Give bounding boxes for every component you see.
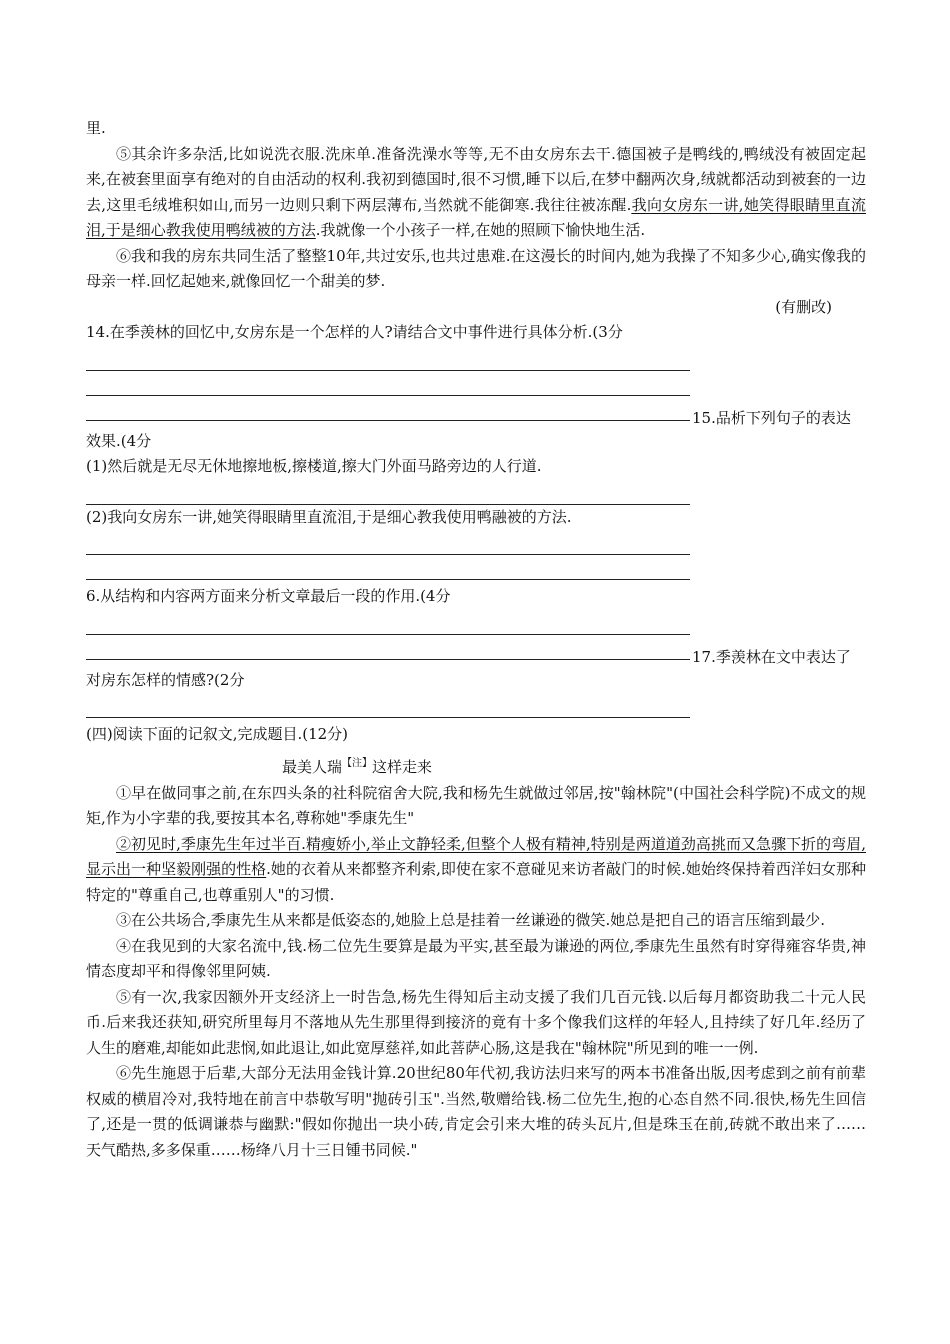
- section-4-heading: (四)阅读下面的记叙文,完成题目.(12分): [86, 725, 349, 743]
- underlined-sentence: 我向女房东一讲,她笑得眼睛里直流泪,于是细心教我使用鸭绒被的方法: [86, 195, 866, 239]
- article-paragraph-3: ③在公共场合,季康先生从来都是低姿态的,她脸上总是挂着一丝谦逊的微笑.她总是把自己的语言压缩到最少.: [116, 911, 826, 929]
- answer-line[interactable]: [86, 555, 690, 580]
- question-15-2: (2)我向女房东一讲,她笑得眼睛里直流泪,于是细心教我使用鸭融被的方法.: [86, 507, 572, 526]
- article-paragraph-2: ②初见时,季康先生年过半百.精瘦娇小,举止文静轻柔,但整个人极有精神,特别是两道道劲高挑而又急骤下折的弯眉,显示出一种坚毅刚强的性格.她的衣着从来都整齐利索,即使在家不意碰见来访者敲门的时候.她始终保持着西洋妇女那种特定的"尊重自己,也尊重别人"的习惯.: [86, 834, 866, 904]
- answer-line[interactable]: [86, 396, 690, 421]
- article-paragraph-5: ⑤有一次,我家因额外开支经济上一时告急,杨先生得知后主动支援了我们几百元钱.以后每月都资助我二十元人民币.后来我还获知,研究所里每月不落地从先生那里得到接济的竟有十多个像我们这样的年轻人,且持续了好几年.经历了人生的磨难,却能如此悲悯,如此退让,如此宽厚慈祥,如此菩萨心肠,这是我在"翰林院"所见到的唯一一例.: [86, 987, 866, 1057]
- answer-line[interactable]: [86, 480, 690, 505]
- question-17-start: 17.季羡林在文中表达了: [692, 647, 851, 666]
- underlined-sentence: ②初见时,季康先生年过半百.精瘦娇小,举止文静轻柔,但整个人极有精神,特别是两道道劲高挑而又急骤下折的弯眉,显示出一种坚毅刚强的性格: [86, 834, 866, 878]
- paragraph-6: ⑥我和我的房东共同生活了整整10年,共过安乐,也共过患难.在这漫长的时间内,她为我操了不知多少心,确实像我的母亲一样.回忆起她来,就像回忆一个甜美的梦.: [86, 246, 866, 290]
- answer-line[interactable]: [86, 635, 690, 660]
- question-17-cont: 对房东怎样的情感?(2分: [86, 670, 245, 689]
- answer-line[interactable]: [86, 530, 690, 555]
- answer-line[interactable]: [86, 371, 690, 396]
- answer-line[interactable]: [86, 693, 690, 718]
- article-paragraph-4: ④在我见到的大家名流中,钱.杨二位先生要算是最为平实,甚至最为谦逊的两位,季康先生虽然有时穿得雍容华贵,神情态度却平和得像邻里阿姨.: [86, 936, 866, 980]
- paragraph-tail: 里.: [86, 119, 106, 137]
- source-note: (有删改): [775, 297, 832, 316]
- exam-page: [86, 110, 866, 1163]
- question-15-start: 15.品析下列句子的表达: [692, 408, 851, 427]
- question-15-1: (1)然后就是无尽无休地擦地板,擦楼道,擦大门外面马路旁边的人行道.: [86, 457, 542, 475]
- answer-line[interactable]: [86, 346, 690, 371]
- answer-line-with-question: [86, 396, 866, 427]
- question-15-cont: 效果.(4分: [86, 431, 152, 450]
- paragraph-5: ⑤其余许多杂活,比如说洗衣服.洗床单.准备洗澡水等等,无不由女房东去干.德国被子是鸭线的,鸭绒没有被固定起来,在被套里面享有绝对的自由活动的权利.我初到德国时,很不习惯,睡下以后,在梦中翻两次身,绒就都活动到被套的一边去,这里毛绒堆积如山,而另一边则只剩下两层薄布,当然就不能御寒.我往往被冻醒.我向女房东一讲,她笑得眼睛里直流泪,于是细心教我使用鸭绒被的方法.我就像一个小孩子一样,在她的照顾下愉快地生活.: [86, 144, 866, 239]
- article-title: 最美人瑞$^{【注】}$这样走来: [282, 757, 433, 776]
- answer-line-with-question: [86, 635, 866, 666]
- question-16: 6.从结构和内容两方面来分析文章最后一段的作用.(4分: [86, 587, 451, 605]
- article-paragraph-1: ①早在做同事之前,在东四头条的社科院宿舍大院,我和杨先生就做过邻居,按"翰林院"(中国社会科学院)不成文的规矩,作为小字辈的我,要按其本名,尊称她"季康先生": [86, 783, 866, 827]
- question-14: 14.在季羡林的回忆中,女房东是一个怎样的人?请结合文中事件进行具体分析.(3分: [86, 323, 623, 341]
- answer-line[interactable]: [86, 610, 690, 635]
- article-paragraph-6: ⑥先生施恩于后辈,大部分无法用金钱计算.20世纪80年代初,我访法归来写的两本书准备出版,因考虑到之前有前辈权威的横眉冷对,我特地在前言中恭敬写明"抛砖引玉".当然,敬赠给钱.杨二位先生,抱的心态自然不同.很快,杨先生回信了,还是一贯的低调谦恭与幽默:"假如你抛出一块小砖,肯定会引来大堆的砖头瓦片,但是珠玉在前,砖就不敢出来了……天气酷热,多多保重……杨绛八月十三日锺书同候.": [86, 1064, 866, 1159]
